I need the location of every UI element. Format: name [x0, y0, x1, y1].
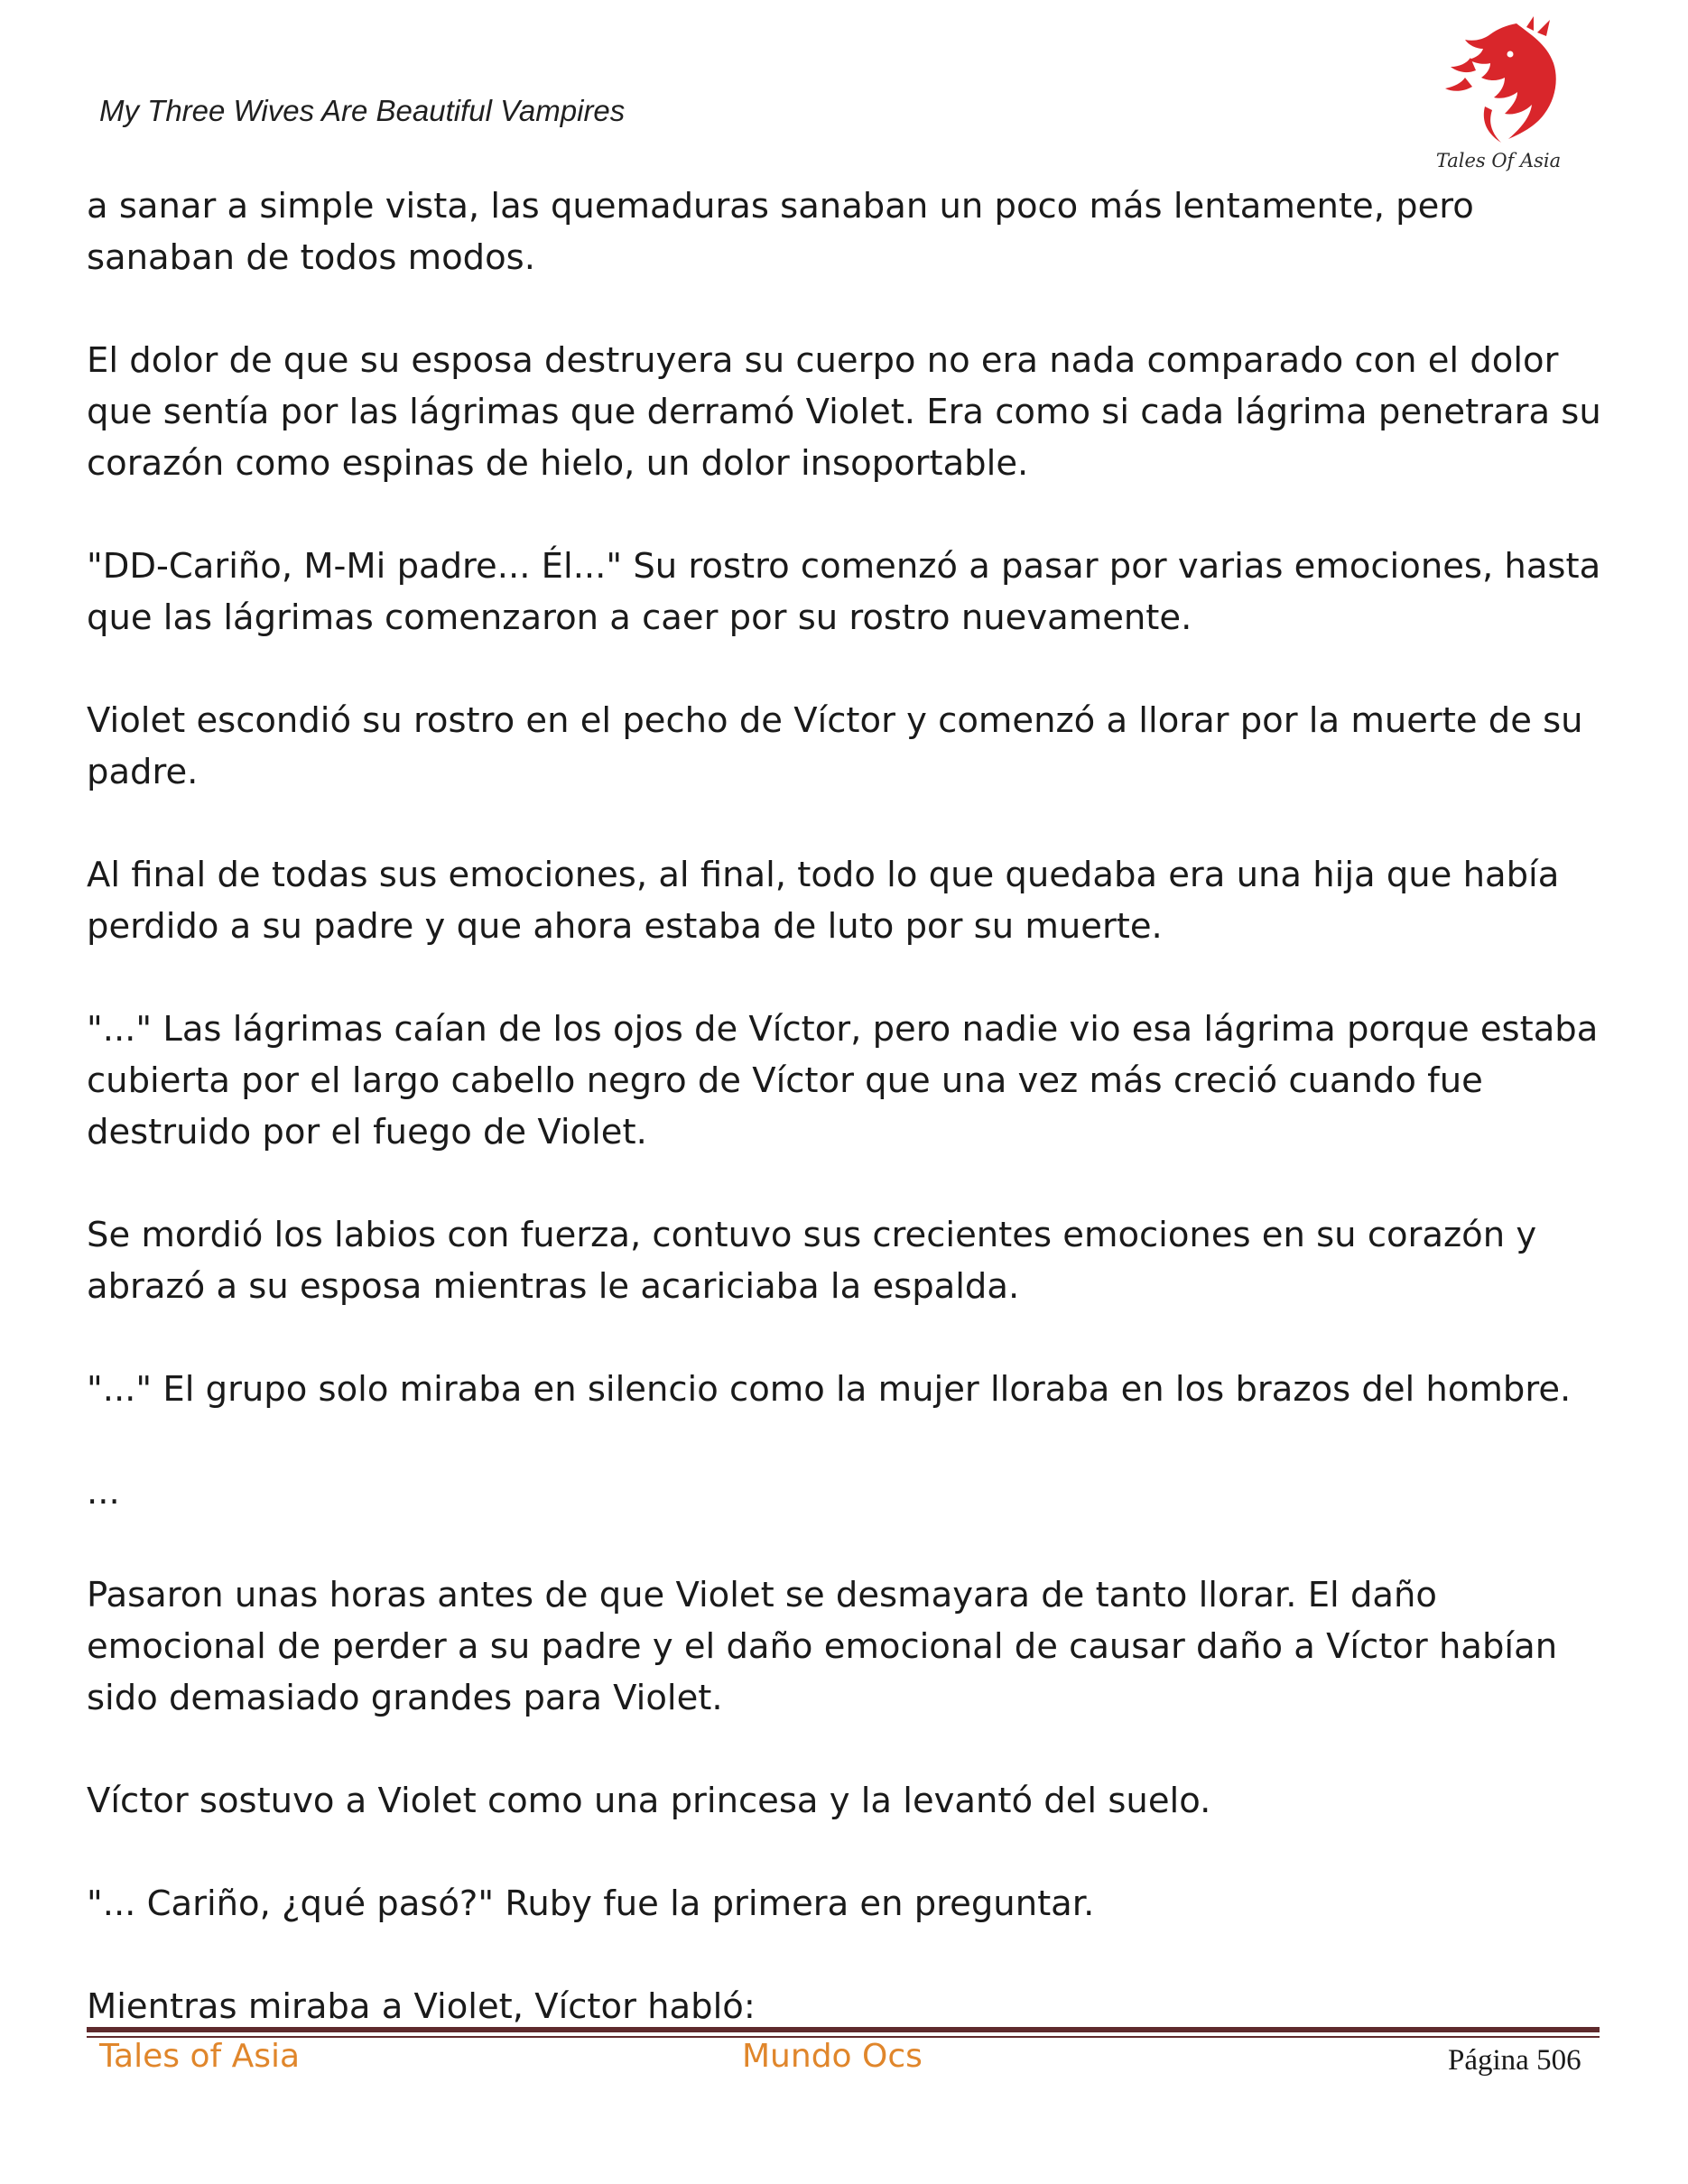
tales-of-asia-logo [1431, 16, 1566, 183]
paragraph: "..." El grupo solo miraba en silencio como la mujer lloraba en los brazos del hombre. [87, 1369, 1572, 1410]
page-number: Página 506 [1448, 2044, 1581, 2077]
paragraph: Al final de todas sus emociones, al final, todo lo que quedaba era una hija que había perdido a su padre y que ahora estaba de luto por su muerte. [87, 855, 1560, 947]
footer-publisher: Tales of Asia [99, 2038, 301, 2075]
paragraph: Víctor sostuvo a Violet como una princesa y la levantó del suelo. [87, 1781, 1211, 1821]
paragraph: Violet escondió su rostro en el pecho de Víctor y comenzó a llorar por la muerte de su padre. [87, 700, 1583, 792]
paragraph: El dolor de que su esposa destruyera su cuerpo no era nada comparado con el dolor que sentía por las lágrimas que derramó Violet. Era como si cada lágrima penetrara su corazón como espinas de hielo, un dolor insoportable. [87, 340, 1601, 484]
paragraph: "..." Las lágrimas caían de los ojos de Víctor, pero nadie vio esa lágrima porque estaba cubierta por el largo cabello negro de Víctor que una vez más creció cuando fue destruido por el fuego de Violet. [87, 1009, 1599, 1152]
paragraph: Pasaron unas horas antes de que Violet se desmayara de tanto llorar. El daño emocional de perder a su padre y el daño emocional de causar daño a Víctor habían sido demasiado grandes para Violet. [87, 1575, 1558, 1718]
paragraph: "DD-Cariño, M-Mi padre... Él..." Su rostro comenzó a pasar por varias emociones, hasta que las lágrimas comenzaron a caer por su rostro nuevamente. [87, 546, 1601, 638]
paragraph: a sanar a simple vista, las quemaduras sanaban un poco más lentamente, pero sanaban de todos modos. [87, 186, 1474, 278]
paragraph: "... Cariño, ¿qué pasó?" Ruby fue la primera en preguntar. [87, 1883, 1095, 1924]
red-dragon-icon [1431, 16, 1566, 152]
paragraph: Se mordió los labios con fuerza, contuvo sus crecientes emociones en su corazón y abrazó a su esposa mientras le acariciaba la espalda. [87, 1215, 1537, 1307]
logo-text: Tales Of Asia [1435, 150, 1562, 171]
chapter-body [87, 180, 1621, 2032]
footer-section: Mundo Ocs [742, 2038, 923, 2075]
paragraph: Mientras miraba a Violet, Víctor habló: [87, 1986, 756, 2027]
scene-break: ... [87, 1472, 120, 1513]
footer-divider [87, 2027, 1600, 2032]
book-title: My Three Wives Are Beautiful Vampires [99, 94, 626, 127]
